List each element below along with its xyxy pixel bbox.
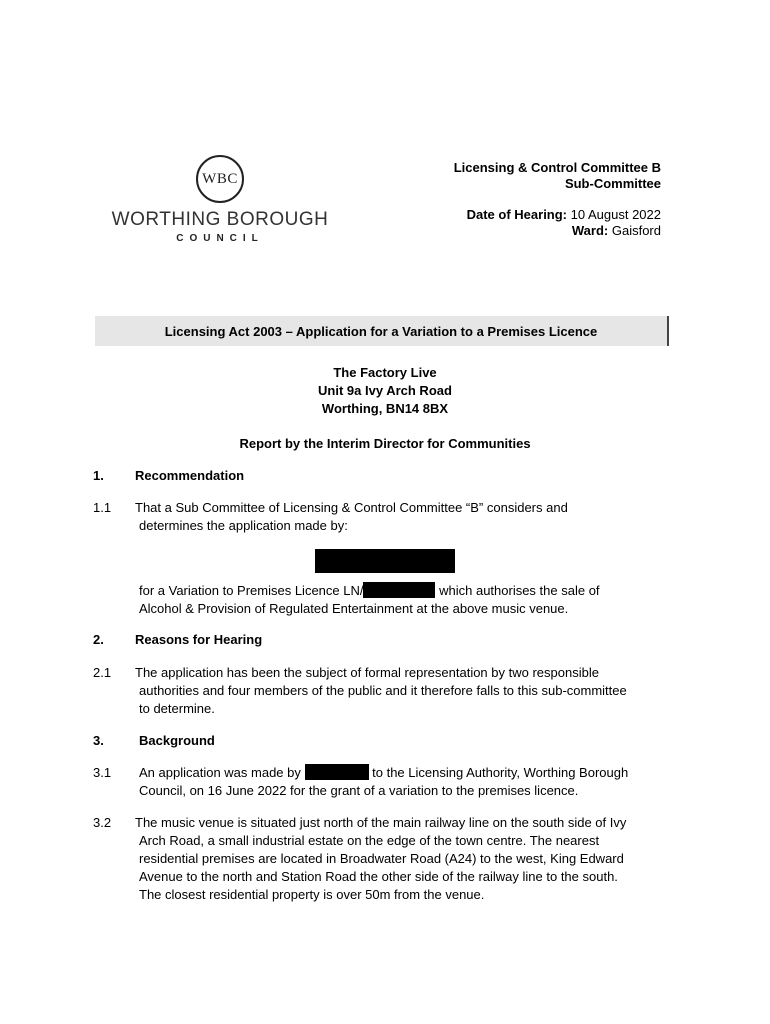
para-2-1: The application has been the subject of formal representation by two responsible authorities and four members of the public and it therefore falls to this sub-committee to determine. [135,665,627,716]
council-logo [100,155,340,244]
para-2-1-number: 2.1 [93,665,112,680]
date-value: 10 August 2022 [570,207,661,222]
logo-emblem: WBC [196,155,244,203]
report-title: Licensing Act 2003 – Application for a Variation to a Premises Licence [95,316,669,346]
para-3-2: The music venue is situated just north of the main railway line on the south side of Ivy Arch Road, a small industrial estate on the edge of the town centre. The nearest residential premises are located in Broadwater Road (A24) to the west, King Edward Avenue to the north and Station Road the other side of the railway line to the south. The closest residential property is over 50m from the venue. [135,815,627,902]
section-1-number: 1. [93,468,104,483]
committee-line-1: Licensing & Control Committee B [453,160,661,175]
section-2-heading: Reasons for Hearing [135,632,263,647]
premises-address-2: Worthing, BN14 8BX [321,401,449,416]
ward [454,223,661,239]
redacted-applicant-name [315,549,455,573]
section-3-number: 3. [93,733,104,748]
section-3-heading: Background [139,733,215,748]
para-3-2-number: 3.2 [93,815,112,830]
hearing-header [454,160,661,239]
committee-line-2: Sub-Committee [564,176,661,191]
logo-name: WORTHING BOROUGH [111,209,329,230]
section-1-heading: Recommendation [135,468,245,483]
para-3-1: An application was made by to the Licensing Authority, Worthing Borough Council, on 16 June 2022 for the grant of a variation to the premises licence. [139,765,629,798]
premises-name: The Factory Live [333,365,437,380]
para-1-1-cont: for a Variation to Premises Licence LN/ which authorises the sale of Alcohol & Provision of Regulated Entertainment at the above music venue. [139,583,600,616]
logo-subtitle: COUNCIL [176,233,264,244]
redacted-licence-number [363,582,435,598]
ward-label: Ward: [571,223,609,238]
para-3-1-number: 3.1 [93,765,112,780]
ward-value: Gaisford [611,223,661,238]
date-label: Date of Hearing: [466,207,568,222]
para-1-1-number: 1.1 [93,500,112,515]
report-author: Report by the Interim Director for Communities [239,436,531,451]
hearing-date [454,207,661,223]
para-1-1: That a Sub Committee of Licensing & Control Committee “B” considers and determines the application made by: [135,500,568,533]
section-2-number: 2. [93,632,104,647]
premises-address-1: Unit 9a Ivy Arch Road [318,383,452,398]
redacted-applicant [305,764,369,780]
